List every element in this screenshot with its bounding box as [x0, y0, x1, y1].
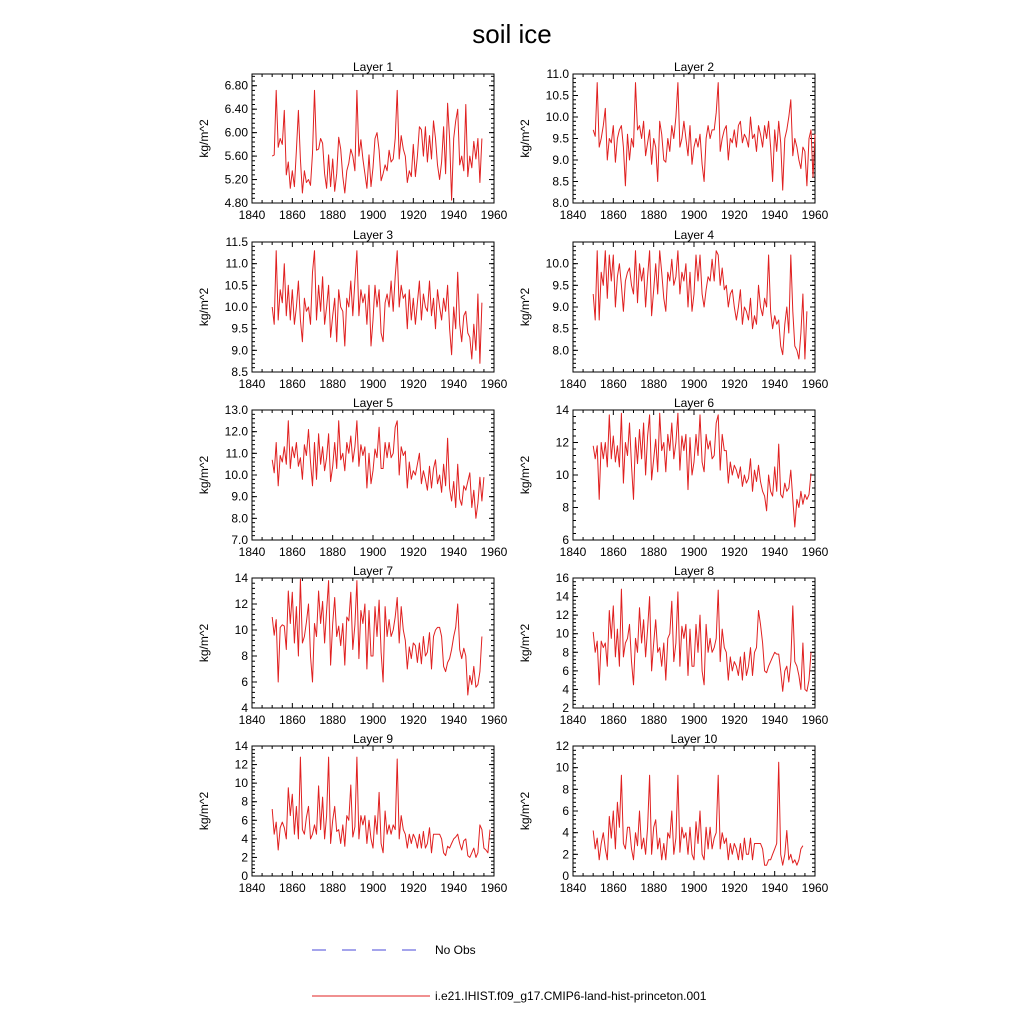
layer-5-panel	[197, 396, 508, 559]
layer-1-xtick-label: 1860	[278, 208, 306, 222]
layer-7-xtick-label: 1880	[319, 713, 347, 727]
layer-4-xtick-label: 1940	[761, 377, 789, 391]
layer-7-title: Layer 7	[352, 564, 394, 578]
layer-1-xtick-label: 1960	[480, 208, 508, 222]
layer-3-xtick-label: 1960	[480, 377, 508, 391]
layer-1-frame	[252, 74, 494, 203]
layer-9-ytick-label: 4	[241, 831, 248, 846]
layer-4-xtick-label: 1880	[640, 377, 668, 391]
layer-7-ytick-label: 10	[234, 623, 248, 637]
layer-6-xtick-label: 1920	[720, 545, 748, 559]
layer-9-frame	[252, 746, 494, 876]
layer-10-ytick-label: 12	[555, 739, 569, 753]
layer-6-xtick-label: 1880	[640, 545, 668, 559]
layer-5-xtick-label: 1940	[440, 545, 468, 559]
layer-2-ytick-label: 8.0	[552, 196, 569, 210]
layer-1-xtick-label: 1840	[238, 208, 266, 222]
layer-3-xtick-label: 1920	[399, 377, 427, 391]
layer-6-panel	[518, 396, 829, 559]
layer-9-ytick-label: 10	[234, 776, 248, 791]
layer-8-title: Layer 8	[673, 564, 715, 578]
layer-7-xtick-label: 1920	[399, 713, 427, 727]
layer-10-ylabel: kg/m^2	[518, 791, 532, 831]
layer-9-xtick-label: 1840	[238, 881, 266, 895]
layer-4-ytick-label: 9.0	[552, 300, 569, 314]
layer-10-xtick-label: 1960	[801, 881, 829, 895]
layer-6-xtick-label: 1940	[761, 545, 789, 559]
layer-7-ytick-label: 8	[241, 649, 248, 663]
layer-8-ytick-label: 2	[562, 701, 569, 715]
layer-4-title: Layer 4	[673, 228, 715, 242]
layer-2-xtick-label: 1940	[761, 208, 789, 222]
layer-5-ytick-label: 8.0	[231, 511, 248, 526]
layer-2-ylabel: kg/m^2	[518, 119, 532, 158]
layer-5-xtick-label: 1840	[238, 545, 266, 559]
layer-9-panel	[197, 732, 508, 895]
layer-7-xtick-label: 1860	[278, 713, 306, 727]
layer-6-ytick-label: 10	[555, 468, 569, 482]
layer-4-xtick-label: 1860	[599, 377, 627, 391]
layer-10-xtick-label: 1840	[559, 881, 587, 895]
layer-9-xtick-label: 1880	[319, 881, 347, 895]
layer-8-ytick-label: 4	[562, 682, 569, 697]
layer-5-ylabel: kg/m^2	[197, 455, 211, 495]
layer-10-xtick-label: 1860	[599, 881, 627, 895]
layer-5-ytick-label: 7.0	[231, 533, 248, 547]
layer-2-title: Layer 2	[673, 60, 715, 74]
layer-3-ytick-label: 8.5	[231, 365, 248, 379]
layer-5-title: Layer 5	[352, 396, 394, 410]
layer-3-xtick-label: 1900	[359, 377, 387, 391]
layer-2-ytick-label: 10.5	[545, 88, 569, 103]
layer-6-frame	[573, 410, 815, 540]
layer-5-ytick-label: 11.0	[225, 446, 248, 461]
layer-1-ytick-label: 5.20	[224, 172, 248, 187]
layer-9-xtick-label: 1860	[278, 881, 306, 895]
legend-no-obs-label: No Obs	[435, 943, 476, 957]
layer-3-series-line	[272, 251, 482, 364]
layer-4-xtick-label: 1920	[720, 377, 748, 391]
layer-2-xtick-label: 1860	[599, 208, 627, 222]
layer-3-frame	[252, 242, 494, 372]
layer-2-series-line	[593, 83, 815, 191]
layer-9-xtick-label: 1940	[440, 881, 468, 895]
layer-8-ytick-label: 10	[555, 626, 569, 641]
layer-4-ylabel: kg/m^2	[518, 287, 532, 327]
layer-8-ylabel: kg/m^2	[518, 623, 532, 663]
layer-1-xtick-label: 1920	[399, 208, 427, 222]
layer-1-ytick-label: 6.00	[224, 125, 248, 140]
layer-10-panel	[518, 732, 829, 895]
layer-4-ytick-label: 8.5	[552, 321, 569, 336]
layer-3-xtick-label: 1880	[319, 377, 347, 391]
layer-6-xtick-label: 1840	[559, 545, 587, 559]
layer-6-ytick-label: 8	[562, 500, 569, 515]
layer-10-xtick-label: 1940	[761, 881, 789, 895]
layer-6-series-line	[593, 413, 811, 527]
layer-8-xtick-label: 1900	[680, 713, 708, 727]
layer-9-xtick-label: 1960	[480, 881, 508, 895]
layer-8-panel	[518, 564, 829, 727]
legend-model-label: i.e21.IHIST.f09_g17.CMIP6-land-hist-princeton.001	[435, 989, 707, 1003]
layer-8-xtick-label: 1840	[559, 713, 587, 727]
layer-3-panel	[197, 228, 508, 391]
layer-8-ytick-label: 14	[555, 589, 569, 604]
layer-3-ytick-label: 9.5	[231, 321, 248, 336]
layer-8-ytick-label: 16	[555, 571, 569, 585]
layer-1-xtick-label: 1900	[359, 208, 387, 222]
layer-3-ytick-label: 11.0	[225, 256, 248, 271]
layer-2-xtick-label: 1960	[801, 208, 829, 222]
layer-1-panel	[197, 60, 508, 222]
layer-9-ytick-label: 14	[234, 739, 248, 753]
layer-6-ytick-label: 6	[562, 533, 569, 547]
layer-4-xtick-label: 1840	[559, 377, 587, 391]
layer-10-ytick-label: 10	[555, 760, 569, 775]
layer-10-ytick-label: 4	[562, 825, 569, 840]
layer-5-xtick-label: 1880	[319, 545, 347, 559]
layer-8-xtick-label: 1940	[761, 713, 789, 727]
layer-2-xtick-label: 1900	[680, 208, 708, 222]
layer-8-ytick-label: 8	[562, 645, 569, 660]
layer-2-xtick-label: 1840	[559, 208, 587, 222]
layer-1-xtick-label: 1940	[440, 208, 468, 222]
layer-9-ytick-label: 0	[241, 869, 248, 883]
layer-5-ytick-label: 9.0	[231, 489, 248, 504]
layer-10-series-line	[593, 762, 803, 865]
layer-9-ylabel: kg/m^2	[197, 791, 211, 831]
layer-3-ytick-label: 10.5	[224, 278, 248, 293]
layer-1-ytick-label: 6.80	[224, 78, 248, 93]
layer-1-ytick-label: 6.40	[224, 102, 248, 117]
layer-5-xtick-label: 1900	[359, 545, 387, 559]
layer-8-xtick-label: 1880	[640, 713, 668, 727]
layer-4-ytick-label: 10.0	[545, 256, 569, 271]
layer-8-series-line	[593, 589, 811, 691]
layer-7-ytick-label: 14	[234, 571, 248, 585]
layer-3-ytick-label: 11.5	[225, 235, 248, 249]
layer-7-xtick-label: 1960	[480, 713, 508, 727]
layer-9-ytick-label: 12	[234, 757, 248, 772]
layer-3-ytick-label: 9.0	[231, 343, 248, 358]
layer-5-xtick-label: 1860	[278, 545, 306, 559]
layer-7-xtick-label: 1940	[440, 713, 468, 727]
layer-10-ytick-label: 2	[562, 847, 569, 862]
layer-2-xtick-label: 1880	[640, 208, 668, 222]
layer-3-xtick-label: 1940	[440, 377, 468, 391]
layer-6-xtick-label: 1900	[680, 545, 708, 559]
layer-2-panel	[518, 60, 829, 222]
layer-9-xtick-label: 1920	[399, 881, 427, 895]
layer-9-series-line	[272, 757, 490, 857]
layer-9-ytick-label: 8	[241, 794, 248, 809]
layer-4-series-line	[593, 251, 807, 359]
layer-8-ytick-label: 12	[555, 608, 569, 623]
layer-3-xtick-label: 1840	[238, 377, 266, 391]
layer-9-xtick-label: 1900	[359, 881, 387, 895]
layer-10-ytick-label: 6	[562, 804, 569, 818]
layer-10-xtick-label: 1920	[720, 881, 748, 895]
layer-2-ytick-label: 10.0	[545, 110, 569, 124]
layer-1-xtick-label: 1880	[319, 208, 347, 222]
layer-7-xtick-label: 1840	[238, 713, 266, 727]
legend	[312, 943, 707, 1003]
layer-9-ytick-label: 6	[241, 813, 248, 828]
layer-2-ytick-label: 9.5	[552, 131, 569, 146]
layer-2-xtick-label: 1920	[720, 208, 748, 222]
layer-2-ytick-label: 8.5	[552, 174, 569, 189]
layer-3-xtick-label: 1860	[278, 377, 306, 391]
layer-10-ytick-label: 8	[562, 782, 569, 797]
layer-6-ylabel: kg/m^2	[518, 455, 532, 495]
layer-6-ytick-label: 14	[555, 403, 569, 417]
layer-2-ytick-label: 9.0	[552, 153, 569, 167]
layer-5-xtick-label: 1920	[399, 545, 427, 559]
layer-10-xtick-label: 1880	[640, 881, 668, 895]
layer-9-ytick-label: 2	[241, 850, 248, 865]
layer-5-ytick-label: 12.0	[224, 424, 248, 439]
layer-1-ytick-label: 5.60	[224, 149, 248, 164]
layer-4-xtick-label: 1960	[801, 377, 829, 391]
layer-6-ytick-label: 12	[555, 435, 569, 450]
layer-4-ytick-label: 9.5	[552, 278, 569, 293]
layer-7-ytick-label: 12	[234, 597, 248, 611]
layer-8-frame	[573, 578, 815, 708]
layer-1-ytick-label: 4.80	[224, 196, 248, 210]
layer-8-xtick-label: 1920	[720, 713, 748, 727]
layer-7-ylabel: kg/m^2	[197, 623, 211, 663]
layer-7-ytick-label: 6	[241, 675, 248, 689]
layer-7-xtick-label: 1900	[359, 713, 387, 727]
layer-3-ytick-label: 10.0	[224, 300, 248, 314]
layer-8-xtick-label: 1960	[801, 713, 829, 727]
layer-7-series-line	[272, 579, 482, 695]
layer-6-xtick-label: 1860	[599, 545, 627, 559]
layer-3-title: Layer 3	[352, 228, 394, 242]
figure-title: soil ice	[472, 19, 552, 49]
layer-8-ytick-label: 6	[562, 663, 569, 678]
layer-1-title: Layer 1	[352, 60, 394, 74]
layer-7-panel	[197, 564, 508, 727]
layer-2-ytick-label: 11.0	[546, 67, 569, 81]
layer-4-xtick-label: 1900	[680, 377, 708, 391]
layer-5-series-line	[272, 421, 484, 519]
layer-10-ytick-label: 0	[562, 869, 569, 883]
layer-4-ytick-label: 8.0	[552, 343, 569, 358]
layer-7-ytick-label: 4	[241, 701, 248, 715]
layer-1-ylabel: kg/m^2	[197, 119, 211, 158]
layer-5-xtick-label: 1960	[480, 545, 508, 559]
layer-10-title: Layer 10	[670, 732, 718, 746]
layer-4-panel	[518, 228, 829, 391]
layer-10-xtick-label: 1900	[680, 881, 708, 895]
layer-5-ytick-label: 13.0	[224, 403, 248, 417]
layer-6-title: Layer 6	[673, 396, 715, 410]
layer-3-ylabel: kg/m^2	[197, 287, 211, 327]
layer-8-xtick-label: 1860	[599, 713, 627, 727]
layer-1-series-line	[272, 90, 482, 200]
layer-6-xtick-label: 1960	[801, 545, 829, 559]
panels-container	[197, 60, 829, 895]
layer-5-ytick-label: 10.0	[224, 468, 248, 482]
layer-9-title: Layer 9	[352, 732, 394, 746]
